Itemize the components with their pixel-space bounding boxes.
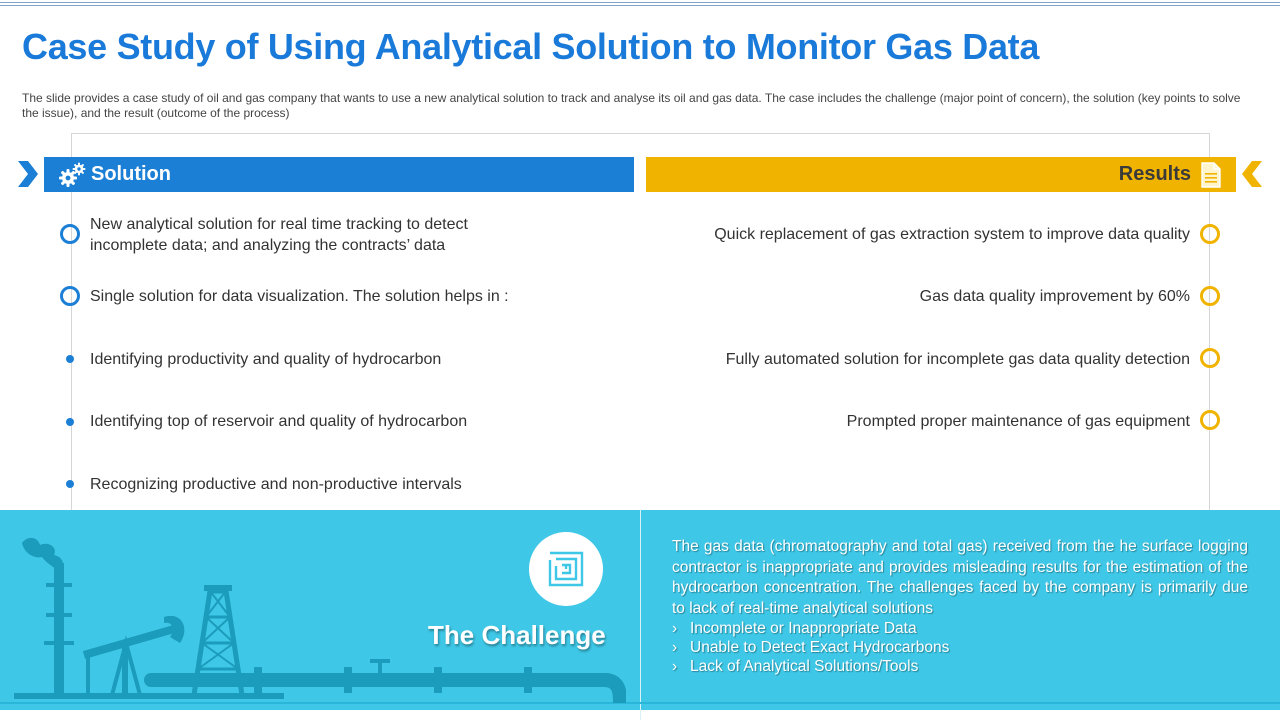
solution-item: New analytical solution for real time tracking to detect incomplete data; and analyzing the contracts’ data [90, 216, 468, 254]
result-bullet-ring [1200, 348, 1220, 368]
solution-bullet-ring [60, 224, 80, 244]
challenge-bullet-text: Unable to Detect Exact Hydrocarbons [690, 639, 950, 656]
results-header [646, 157, 1236, 192]
result-bullet-ring [1200, 224, 1220, 244]
result-item: Prompted proper maintenance of gas equipment [846, 413, 1190, 430]
solution-sub-bullet [66, 418, 74, 426]
result-item: Quick replacement of gas extraction system to improve data quality [714, 226, 1190, 243]
challenge-bullet [672, 638, 1232, 657]
top-rule [0, 2, 1280, 3]
result-bullet-ring [1200, 286, 1220, 306]
challenge-bullet [672, 657, 1232, 676]
slide-title: Case Study of Using Analytical Solution to Monitor Gas Data [22, 26, 1040, 67]
result-item: Gas data quality improvement by 60% [919, 288, 1190, 305]
results-heading: Results [1118, 163, 1191, 185]
challenge-description: The gas data (chromatography and total gas) received from the he surface logging contractor is inappropriate and provides misleading results for the estimation of the hydrocarbon concentration. The challenges faced by the company is primarily due to lack of real-time analytical solutions [672, 538, 1248, 617]
chevron-right-icon: › [672, 639, 678, 656]
maze-icon [547, 550, 585, 588]
slide-subtitle: The slide provides a case study of oil and gas company that wants to use a new analytical solution to track and analyse its oil and gas data. The case includes the challenge (major point of concern), the solution (key points to solve the issue), and the result (outcome of the process) [22, 91, 1241, 120]
chevron-right-icon: › [672, 620, 678, 637]
solution-item: Single solution for data visualization. The solution helps in : [90, 288, 509, 305]
solution-bullet-ring [60, 286, 80, 306]
solution-heading: Solution [91, 163, 171, 185]
challenge-icon-badge [529, 532, 603, 606]
solution-sub-bullet [66, 480, 74, 488]
challenge-bullet [672, 619, 1232, 638]
gears-icon [58, 161, 88, 189]
challenge-bullet-text: Incomplete or Inappropriate Data [690, 620, 917, 637]
solution-sub-item: Identifying productivity and quality of hydrocarbon [90, 351, 442, 368]
document-icon [1200, 162, 1222, 188]
chevron-right-icon [16, 161, 38, 187]
solution-sub-item: Identifying top of reservoir and quality of hydrocarbon [90, 413, 468, 430]
challenge-bullet-text: Lack of Analytical Solutions/Tools [690, 658, 919, 675]
challenge-divider [640, 510, 641, 720]
solution-header [44, 157, 634, 192]
chevron-right-icon: › [672, 658, 678, 675]
chevron-left-icon [1242, 161, 1264, 187]
top-rule-secondary [0, 5, 1280, 6]
challenge-title: The Challenge [428, 620, 606, 650]
result-bullet-ring [1200, 410, 1220, 430]
solution-sub-bullet [66, 355, 74, 363]
result-item: Fully automated solution for incomplete gas data quality detection [725, 351, 1190, 368]
solution-sub-item: Recognizing productive and non-productive intervals [90, 476, 462, 493]
challenge-bullet-list [672, 619, 1232, 676]
